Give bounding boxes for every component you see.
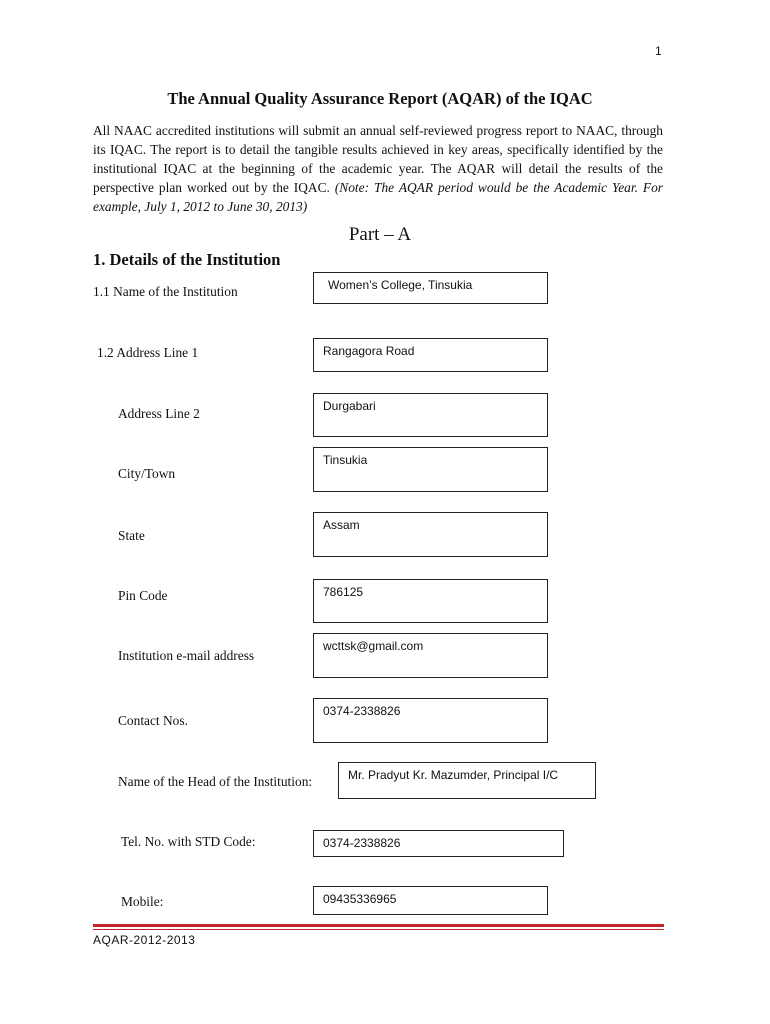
pin-code-field[interactable]: 786125 xyxy=(313,579,548,623)
email-label: Institution e-mail address xyxy=(118,648,255,663)
institution-name-field[interactable]: Women’s College, Tinsukia xyxy=(313,272,548,304)
institution-name-label: 1.1 Name of the Institution xyxy=(93,284,238,299)
footer-rule-thin xyxy=(93,929,664,930)
intro-note: (Note: The AQAR period would be the Academic Year. For example, July 1, 2012 to June 30, 2013) xyxy=(93,180,663,214)
head-label: Name of the Head of the Institution: xyxy=(118,774,313,789)
address-line1-field[interactable]: Rangagora Road xyxy=(313,338,548,372)
pin-code-label: Pin Code xyxy=(118,588,168,603)
mobile-label: Mobile: xyxy=(121,894,164,909)
email-field[interactable]: wcttsk@gmail.com xyxy=(313,633,548,678)
document-title: The Annual Quality Assurance Report (AQAR) of the IQAC xyxy=(167,89,593,108)
contact-field[interactable]: 0374-2338826 xyxy=(313,698,548,743)
intro-paragraph xyxy=(93,121,663,216)
intro-text: All NAAC accredited institutions will submit an annual self-reviewed progress report to NAAC, through its IQAC. The report is to detail the tangible results achieved in key areas, specifically identified by the institutional IQAC at the beginning of the academic year. The AQAR will detail the results of the perspective plan worked out by the IQAC. xyxy=(93,123,663,195)
state-field[interactable]: Assam xyxy=(313,512,548,557)
tel-field[interactable]: 0374-2338826 xyxy=(313,830,564,857)
address-line2-label: Address Line 2 xyxy=(118,406,200,421)
head-field[interactable]: Mr. Pradyut Kr. Mazumder, Principal I/C xyxy=(338,762,596,799)
page-number: 1 xyxy=(655,44,662,58)
section-heading: 1. Details of the Institution xyxy=(93,250,281,269)
address-line1-label: 1.2 Address Line 1 xyxy=(97,345,199,360)
address-line2-field[interactable]: Durgabari xyxy=(313,393,548,437)
city-field[interactable]: Tinsukia xyxy=(313,447,548,492)
state-label: State xyxy=(118,528,145,543)
footer-rule-thick xyxy=(93,924,664,927)
tel-label: Tel. No. with STD Code: xyxy=(121,834,256,849)
contact-label: Contact Nos. xyxy=(118,713,188,728)
footer-text: AQAR-2012-2013 xyxy=(93,933,196,947)
city-label: City/Town xyxy=(118,466,176,481)
mobile-field[interactable]: 09435336965 xyxy=(313,886,548,915)
part-heading: Part – A xyxy=(348,224,412,245)
